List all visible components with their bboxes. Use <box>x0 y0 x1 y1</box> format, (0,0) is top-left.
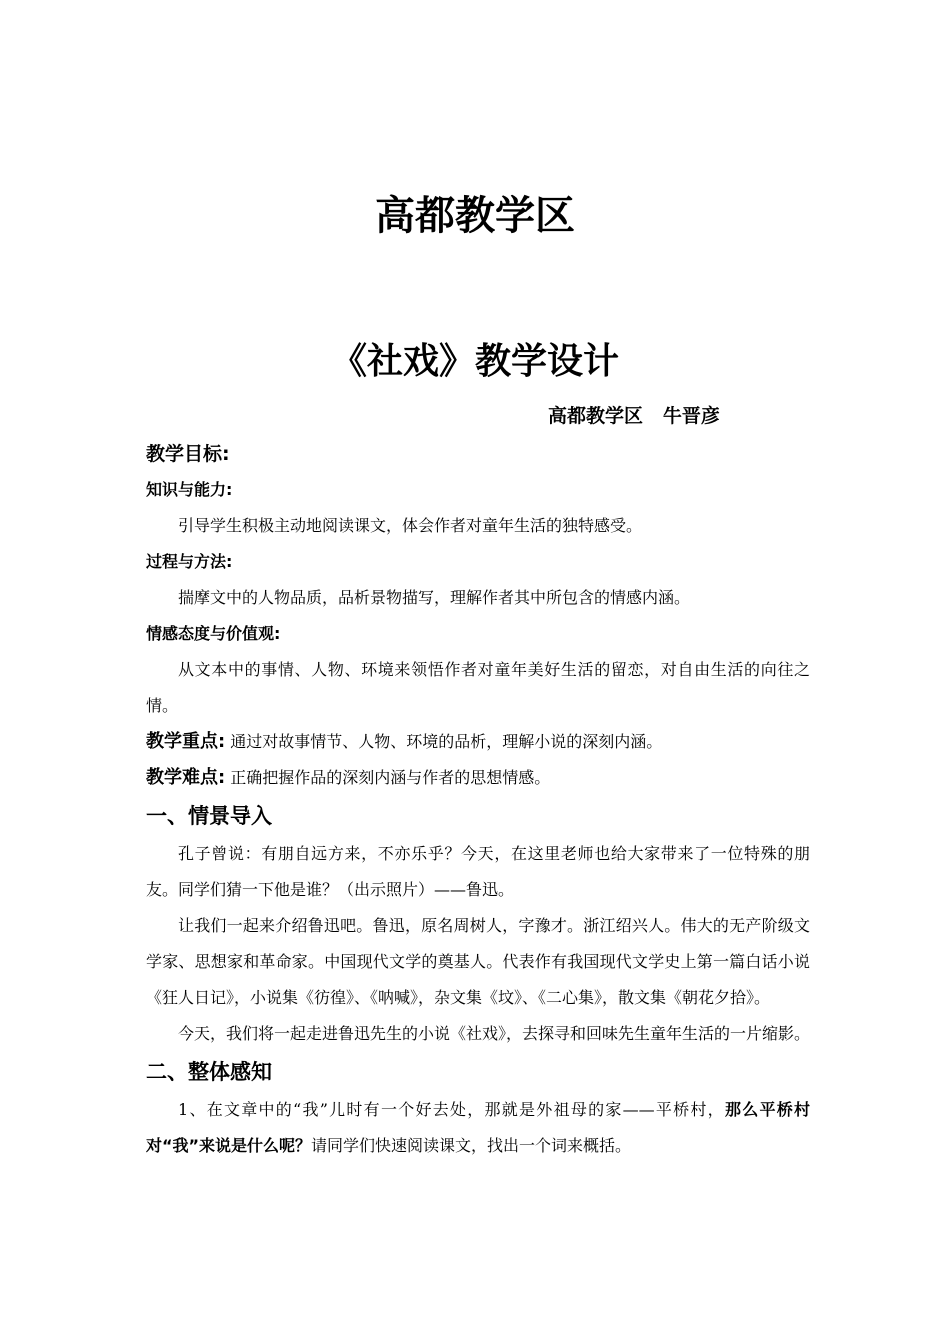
section2-p1-bold: 那么平桥村对“我”来说是什么呢？ <box>146 1100 810 1155</box>
section2-paragraph-1 <box>146 1092 810 1164</box>
difficult-point <box>146 760 810 796</box>
section1-paragraph-2: 让我们一起来介绍鲁迅吧。鲁迅，原名周树人，字豫才。浙江绍兴人。伟大的无产阶级文学家、思想家和革命家。中国现代文学的奠基人。代表作有我国现代文学史上第一篇白话小说《狂人日记》，小说集《彷徨》、《呐喊》，杂文集《坟》、《二心集》，散文集《朝花夕拾》。 <box>146 916 810 1007</box>
key-point-label: 教学重点: <box>146 731 226 752</box>
emotion-heading: 情感态度与价值观: <box>146 624 281 643</box>
author-name: 牛晋彦 <box>662 405 720 427</box>
knowledge-text: 引导学生积极主动地阅读课文，体会作者对童年生活的独特感受。 <box>178 516 643 535</box>
process-text: 揣摩文中的人物品质，品析景物描写，理解作者其中所包含的情感内涵。 <box>178 588 691 607</box>
document-body <box>146 436 810 1164</box>
author-line <box>548 401 720 431</box>
key-point <box>146 724 810 760</box>
difficult-point-text: 正确把握作品的深刻内涵与作者的思想情感。 <box>230 768 551 787</box>
key-point-text: 通过对故事情节、人物、环境的品析，理解小说的深刻内涵。 <box>230 732 663 751</box>
objectives-heading: 教学目标: <box>146 443 230 465</box>
knowledge-heading: 知识与能力: <box>146 480 233 499</box>
district-title: 高都教学区 <box>375 193 575 239</box>
section1-paragraph-3: 今天，我们将一起走进鲁迅先生的小说《社戏》，去探寻和回味先生童年生活的一片缩影。 <box>178 1024 811 1043</box>
section2-p1-start: 1、在文章中的“我”儿时有一个好去处，那就是外祖母的家——平桥村， <box>178 1100 725 1119</box>
author-school: 高都教学区 <box>548 405 644 427</box>
section1-heading: 一、情景导入 <box>146 804 272 828</box>
difficult-point-label: 教学难点: <box>146 767 226 788</box>
process-heading: 过程与方法: <box>146 552 233 571</box>
document-title: 《社戏》教学设计 <box>330 341 619 382</box>
section2-heading: 二、整体感知 <box>146 1060 272 1084</box>
section1-paragraph-1: 孔子曾说：有朋自远方来，不亦乐乎？今天，在这里老师也给大家带来了一位特殊的朋友。同学们猜一下他是谁？（出示照片）——鲁迅。 <box>146 844 810 899</box>
emotion-text: 从文本中的事情、人物、环境来领悟作者对童年美好生活的留恋，对自由生活的向往之情。 <box>146 660 810 715</box>
section2-p1-end: 请同学们快速阅读课文，找出一个词来概括。 <box>311 1136 632 1155</box>
